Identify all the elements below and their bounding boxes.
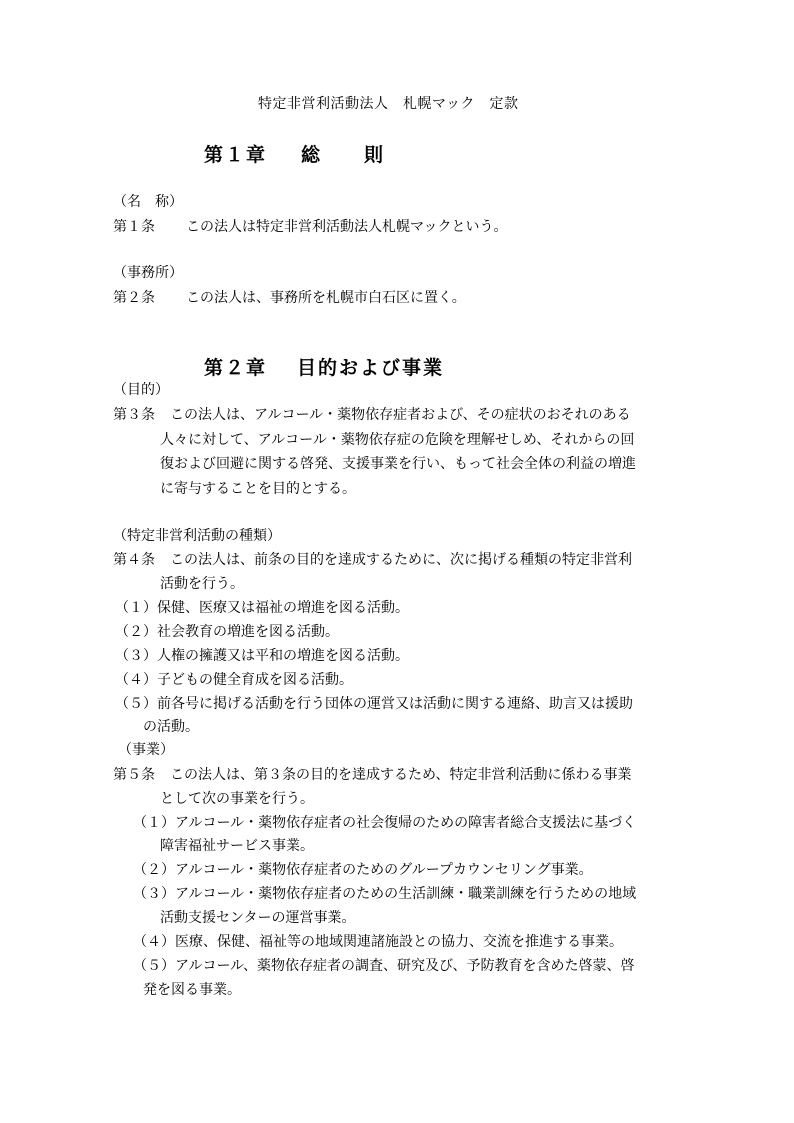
article-3-caption: （目的） bbox=[113, 382, 169, 398]
article-3-number: 第３条 bbox=[113, 407, 155, 423]
chapter-1-heading bbox=[204, 144, 385, 166]
article-5-caption: （事業） bbox=[118, 742, 174, 758]
article-5-item: 活動支援センターの運営事業。 bbox=[160, 910, 356, 926]
article-3-line: 復および回避に関する啓発、支援事業を行い、もって社会全体の利益の増進 bbox=[160, 456, 636, 472]
chapter-1-title: 総 則 bbox=[301, 144, 386, 166]
article-3-line: この法人は、アルコール・薬物依存症者および、その症状のおそれのある bbox=[170, 407, 631, 423]
article-4-item: の活動。 bbox=[143, 719, 199, 735]
article-5-number: 第５条 bbox=[113, 767, 155, 783]
article-5-line: この法人は、第３条の目的を達成するため、特定非営利活動に係わる事業 bbox=[170, 767, 632, 783]
article-5-item: 発を図る事業。 bbox=[143, 982, 241, 998]
article-5-item: （３）アルコール・薬物依存症者のための生活訓練・職業訓練を行うための地域 bbox=[133, 886, 637, 902]
document-title: 特定非営利活動法人 札幌マック 定款 bbox=[258, 96, 519, 112]
chapter-2-heading bbox=[204, 357, 444, 379]
chapter-2-label: 第２章 bbox=[204, 357, 268, 379]
chapter-2-title: 目的および事業 bbox=[297, 357, 445, 379]
article-4-caption: （特定非営利活動の種類） bbox=[113, 528, 281, 544]
article-4-number: 第４条 bbox=[113, 552, 155, 568]
article-3-line: 人々に対して、アルコール・薬物依存症の危険を理解せしめ、それからの回 bbox=[160, 432, 635, 448]
article-5-item: （２）アルコール・薬物依存症者のためのグループカウンセリング事業。 bbox=[133, 862, 593, 878]
article-4-line: この法人は、前条の目的を達成するために、次に掲げる種類の特定非営利 bbox=[170, 552, 632, 568]
article-1-text: この法人は特定非営利活動法人札幌マックという。 bbox=[186, 219, 508, 235]
article-4-item: （５）前各号に掲げる活動を行う団体の運営又は活動に関する連絡、助言又は援助 bbox=[115, 696, 633, 712]
article-4-line: 活動を行う。 bbox=[160, 576, 244, 592]
article-5-item: （４）医療、保健、福祉等の地域関連諸施設との協力、交流を推進する事業。 bbox=[133, 934, 623, 950]
article-5-line: として次の事業を行う。 bbox=[160, 791, 314, 807]
article-1-number: 第１条 bbox=[113, 219, 155, 235]
article-2-number: 第２条 bbox=[113, 290, 155, 306]
article-3-line: に寄与することを目的とする。 bbox=[160, 481, 356, 497]
article-2-caption: （事務所） bbox=[113, 265, 183, 281]
article-5-item: （５）アルコール、薬物依存症者の調査、研究及び、予防教育を含めた啓蒙、啓 bbox=[133, 958, 635, 974]
article-4-item: （２）社会教育の増進を図る活動。 bbox=[115, 624, 339, 640]
article-1-caption: （名 称） bbox=[113, 194, 183, 210]
article-4-item: （１）保健、医療又は福祉の増進を図る活動。 bbox=[115, 600, 409, 616]
chapter-1-label: 第１章 bbox=[204, 144, 268, 166]
article-4-item: （３）人権の擁護又は平和の増進を図る活動。 bbox=[115, 648, 409, 664]
article-5-item: 障害福祉サービス事業。 bbox=[160, 838, 314, 854]
article-5-item: （１）アルコール・薬物依存症者の社会復帰のための障害者総合支援法に基づく bbox=[133, 815, 637, 831]
article-4-item: （４）子どもの健全育成を図る活動。 bbox=[115, 672, 353, 688]
article-2-text: この法人は、事務所を札幌市白石区に置く。 bbox=[186, 290, 466, 306]
